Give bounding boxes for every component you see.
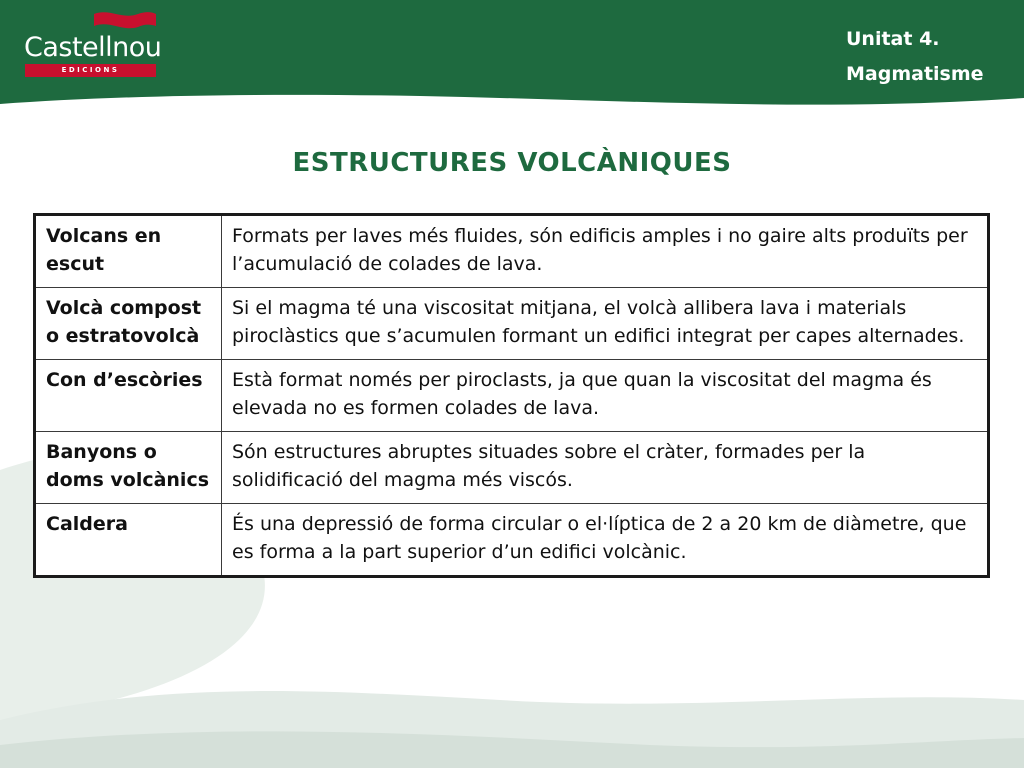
row-term: Banyons o doms volcànics <box>35 432 222 504</box>
row-description: Si el magma té una viscositat mitjana, el volcà allibera lava i materials piroclàstics que s’acumulen formant un edifici integrat per capes alternades. <box>222 288 989 360</box>
row-term: Volcans en escut <box>35 215 222 288</box>
table-row <box>35 360 989 432</box>
row-term: Con d’escòries <box>35 360 222 432</box>
volcanic-structures-table <box>33 213 990 578</box>
table-row <box>35 288 989 360</box>
unit-topic: Magmatisme <box>846 63 984 85</box>
unit-number: Unitat 4. <box>846 28 940 50</box>
table-row <box>35 432 989 504</box>
row-description: Està format només per piroclasts, ja que quan la viscositat del magma és elevada no es formen colades de lava. <box>222 360 989 432</box>
row-description: És una depressió de forma circular o el·líptica de 2 a 20 km de diàmetre, que es forma a la part superior d’un edifici volcànic. <box>222 504 989 577</box>
castellnou-logo <box>22 10 162 80</box>
row-term: Caldera <box>35 504 222 577</box>
row-description: Són estructures abruptes situades sobre el cràter, formades per la solidificació del magma més viscós. <box>222 432 989 504</box>
row-description: Formats per laves més fluides, són edificis amples i no gaire alts produïts per l’acumulació de colades de lava. <box>222 215 989 288</box>
page-title: ESTRUCTURES VOLCÀNIQUES <box>292 148 732 178</box>
logo-name: Castellnou <box>24 32 162 63</box>
flag-icon <box>92 10 158 32</box>
table-row <box>35 504 989 577</box>
logo-subtitle: EDICIONS <box>25 64 156 77</box>
table-row <box>35 215 989 288</box>
row-term: Volcà compost o estratovolcà <box>35 288 222 360</box>
unit-label <box>846 22 984 92</box>
